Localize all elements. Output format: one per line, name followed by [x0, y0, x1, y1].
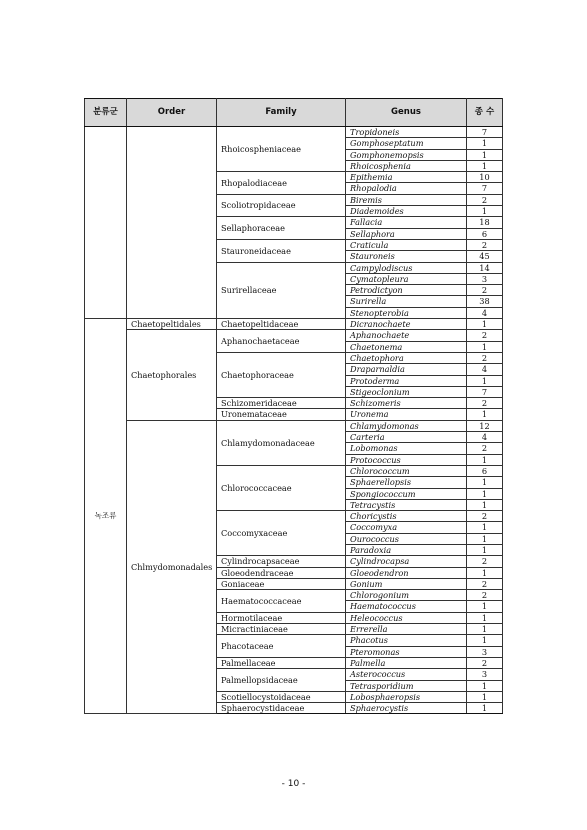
family-cell: Scoliotropidaceae — [217, 194, 346, 217]
species-count-cell: 1 — [467, 409, 503, 420]
table-row — [85, 319, 503, 330]
species-count-cell: 1 — [467, 477, 503, 488]
family-cell: Gloeodendraceae — [217, 567, 346, 578]
species-count-cell: 2 — [467, 511, 503, 522]
table-row — [85, 420, 503, 431]
species-count-cell: 3 — [467, 646, 503, 657]
table-body — [85, 127, 503, 714]
order-cell: Chaetopeltidales — [127, 319, 217, 330]
family-cell: Goniaceae — [217, 578, 346, 589]
genus-cell: Protoderma — [346, 375, 467, 386]
genus-cell: Diademoides — [346, 206, 467, 217]
genus-cell: Lobomonas — [346, 443, 467, 454]
genus-cell: Tetracystis — [346, 499, 467, 510]
family-cell: Chlamydomonadaceae — [217, 420, 346, 465]
genus-cell: Uronema — [346, 409, 467, 420]
species-count-cell: 2 — [467, 578, 503, 589]
genus-cell: Spongiococcum — [346, 488, 467, 499]
genus-cell: Gonium — [346, 578, 467, 589]
species-count-cell: 2 — [467, 194, 503, 205]
genus-cell: Tropidoneis — [346, 127, 467, 138]
family-cell: Chaetophoraceae — [217, 352, 346, 397]
genus-cell: Carteria — [346, 432, 467, 443]
species-count-cell: 1 — [467, 206, 503, 217]
species-count-cell: 2 — [467, 285, 503, 296]
genus-cell: Tetrasporidium — [346, 680, 467, 691]
genus-cell: Gloeodendron — [346, 567, 467, 578]
species-count-cell: 12 — [467, 420, 503, 431]
family-cell: Chaetopeltidaceae — [217, 319, 346, 330]
species-count-cell: 4 — [467, 307, 503, 318]
genus-cell: Aphanochaete — [346, 330, 467, 341]
genus-cell: Sphaerellopsis — [346, 477, 467, 488]
family-cell: Sphaerocystidaceae — [217, 703, 346, 714]
genus-cell: Rhoicosphenia — [346, 160, 467, 171]
header-order: Order — [127, 99, 217, 127]
genus-cell: Heleococcus — [346, 612, 467, 623]
table-header-row — [85, 99, 503, 127]
genus-cell: Coccomyxa — [346, 522, 467, 533]
species-count-cell: 1 — [467, 612, 503, 623]
genus-cell: Sphaerocystis — [346, 703, 467, 714]
genus-cell: Chlorococcum — [346, 465, 467, 476]
species-count-cell: 7 — [467, 386, 503, 397]
genus-cell: Pteromonas — [346, 646, 467, 657]
genus-cell: Asterococcus — [346, 669, 467, 680]
family-cell: Rhoicospheniaceae — [217, 127, 346, 172]
species-count-cell: 2 — [467, 590, 503, 601]
genus-cell: Chaetonema — [346, 341, 467, 352]
species-count-cell: 1 — [467, 488, 503, 499]
species-count-cell: 1 — [467, 624, 503, 635]
genus-cell: Sellaphora — [346, 228, 467, 239]
genus-cell: Gomphoseptatum — [346, 138, 467, 149]
genus-cell: Draparnaldia — [346, 364, 467, 375]
species-count-cell: 6 — [467, 228, 503, 239]
genus-cell: Surirella — [346, 296, 467, 307]
family-cell: Palmellopsidaceae — [217, 669, 346, 692]
species-count-cell: 2 — [467, 556, 503, 567]
order-cell: Chaetophorales — [127, 330, 217, 420]
family-cell: Micractiniaceae — [217, 624, 346, 635]
species-count-cell: 1 — [467, 341, 503, 352]
species-count-cell: 1 — [467, 601, 503, 612]
family-cell: Sellaphoraceae — [217, 217, 346, 240]
genus-cell: Biremis — [346, 194, 467, 205]
family-cell: Palmellaceae — [217, 657, 346, 668]
species-count-cell: 45 — [467, 251, 503, 262]
genus-cell: Gomphonemopsis — [346, 149, 467, 160]
species-count-cell: 14 — [467, 262, 503, 273]
genus-cell: Craticula — [346, 239, 467, 250]
species-count-cell: 1 — [467, 635, 503, 646]
genus-cell: Protococcus — [346, 454, 467, 465]
table-row — [85, 127, 503, 138]
genus-cell: Dicranochaete — [346, 319, 467, 330]
genus-cell: Paradoxia — [346, 544, 467, 555]
order-cell: Chlmydomonadales — [127, 420, 217, 714]
page-number: - 10 - — [281, 779, 306, 789]
species-count-cell: 2 — [467, 330, 503, 341]
species-count-cell: 3 — [467, 273, 503, 284]
genus-cell: Rhopalodia — [346, 183, 467, 194]
species-count-cell: 2 — [467, 398, 503, 409]
species-count-cell: 1 — [467, 522, 503, 533]
genus-cell: Palmella — [346, 657, 467, 668]
genus-cell: Chlamydomonas — [346, 420, 467, 431]
species-count-cell: 7 — [467, 183, 503, 194]
species-count-cell: 7 — [467, 127, 503, 138]
header-family: Family — [217, 99, 346, 127]
header-genus: Genus — [346, 99, 467, 127]
species-count-cell: 1 — [467, 149, 503, 160]
genus-cell: Campylodiscus — [346, 262, 467, 273]
family-cell: Chlorococcaceae — [217, 465, 346, 510]
genus-cell: Chaetophora — [346, 352, 467, 363]
genus-cell: Haematococcus — [346, 601, 467, 612]
species-count-cell: 1 — [467, 691, 503, 702]
family-cell: Hormotilaceae — [217, 612, 346, 623]
species-count-cell: 2 — [467, 657, 503, 668]
species-count-cell: 4 — [467, 364, 503, 375]
species-count-cell: 6 — [467, 465, 503, 476]
genus-cell: Stenopterobia — [346, 307, 467, 318]
species-count-cell: 2 — [467, 239, 503, 250]
species-count-cell: 1 — [467, 499, 503, 510]
species-count-cell: 2 — [467, 443, 503, 454]
species-count-cell: 1 — [467, 680, 503, 691]
family-cell: Uronemataceae — [217, 409, 346, 420]
genus-cell: Cylindrocapsa — [346, 556, 467, 567]
family-cell: Rhopalodiaceae — [217, 172, 346, 195]
species-count-cell: 1 — [467, 454, 503, 465]
species-count-cell: 18 — [467, 217, 503, 228]
species-count-cell: 1 — [467, 703, 503, 714]
group-cell: 녹조류 — [85, 319, 127, 714]
family-cell: Scotiellocystoidaceae — [217, 691, 346, 702]
group-cell — [85, 127, 127, 319]
family-cell: Schizomeridaceae — [217, 398, 346, 409]
species-count-cell: 10 — [467, 172, 503, 183]
species-count-cell: 1 — [467, 375, 503, 386]
header-group: 분류군 — [85, 99, 127, 127]
species-count-cell: 1 — [467, 567, 503, 578]
genus-cell: Petrodictyon — [346, 285, 467, 296]
family-cell: Haematococcaceae — [217, 590, 346, 613]
species-count-cell: 1 — [467, 160, 503, 171]
genus-cell: Cymatopleura — [346, 273, 467, 284]
family-cell: Phacotaceae — [217, 635, 346, 658]
species-count-cell: 38 — [467, 296, 503, 307]
family-cell: Stauroneidaceae — [217, 239, 346, 262]
species-count-cell: 1 — [467, 533, 503, 544]
species-count-cell: 3 — [467, 669, 503, 680]
genus-cell: Ourococcus — [346, 533, 467, 544]
genus-cell: Chlorogonium — [346, 590, 467, 601]
genus-cell: Fallacia — [346, 217, 467, 228]
species-count-cell: 2 — [467, 352, 503, 363]
family-cell: Coccomyxaceae — [217, 511, 346, 556]
species-count-cell: 1 — [467, 138, 503, 149]
order-cell — [127, 127, 217, 319]
species-count-cell: 4 — [467, 432, 503, 443]
table-row — [85, 330, 503, 341]
taxonomy-table — [84, 98, 503, 714]
genus-cell: Stauroneis — [346, 251, 467, 262]
header-species-count: 종 수 — [467, 99, 503, 127]
genus-cell: Schizomeris — [346, 398, 467, 409]
genus-cell: Errerella — [346, 624, 467, 635]
genus-cell: Phacotus — [346, 635, 467, 646]
genus-cell: Lobosphaeropsis — [346, 691, 467, 702]
species-count-cell: 1 — [467, 319, 503, 330]
family-cell: Surirellaceae — [217, 262, 346, 318]
genus-cell: Choricystis — [346, 511, 467, 522]
species-count-cell: 1 — [467, 544, 503, 555]
genus-cell: Stigeoclonium — [346, 386, 467, 397]
family-cell: Aphanochaetaceae — [217, 330, 346, 353]
family-cell: Cylindrocapsaceae — [217, 556, 346, 567]
genus-cell: Epithemia — [346, 172, 467, 183]
